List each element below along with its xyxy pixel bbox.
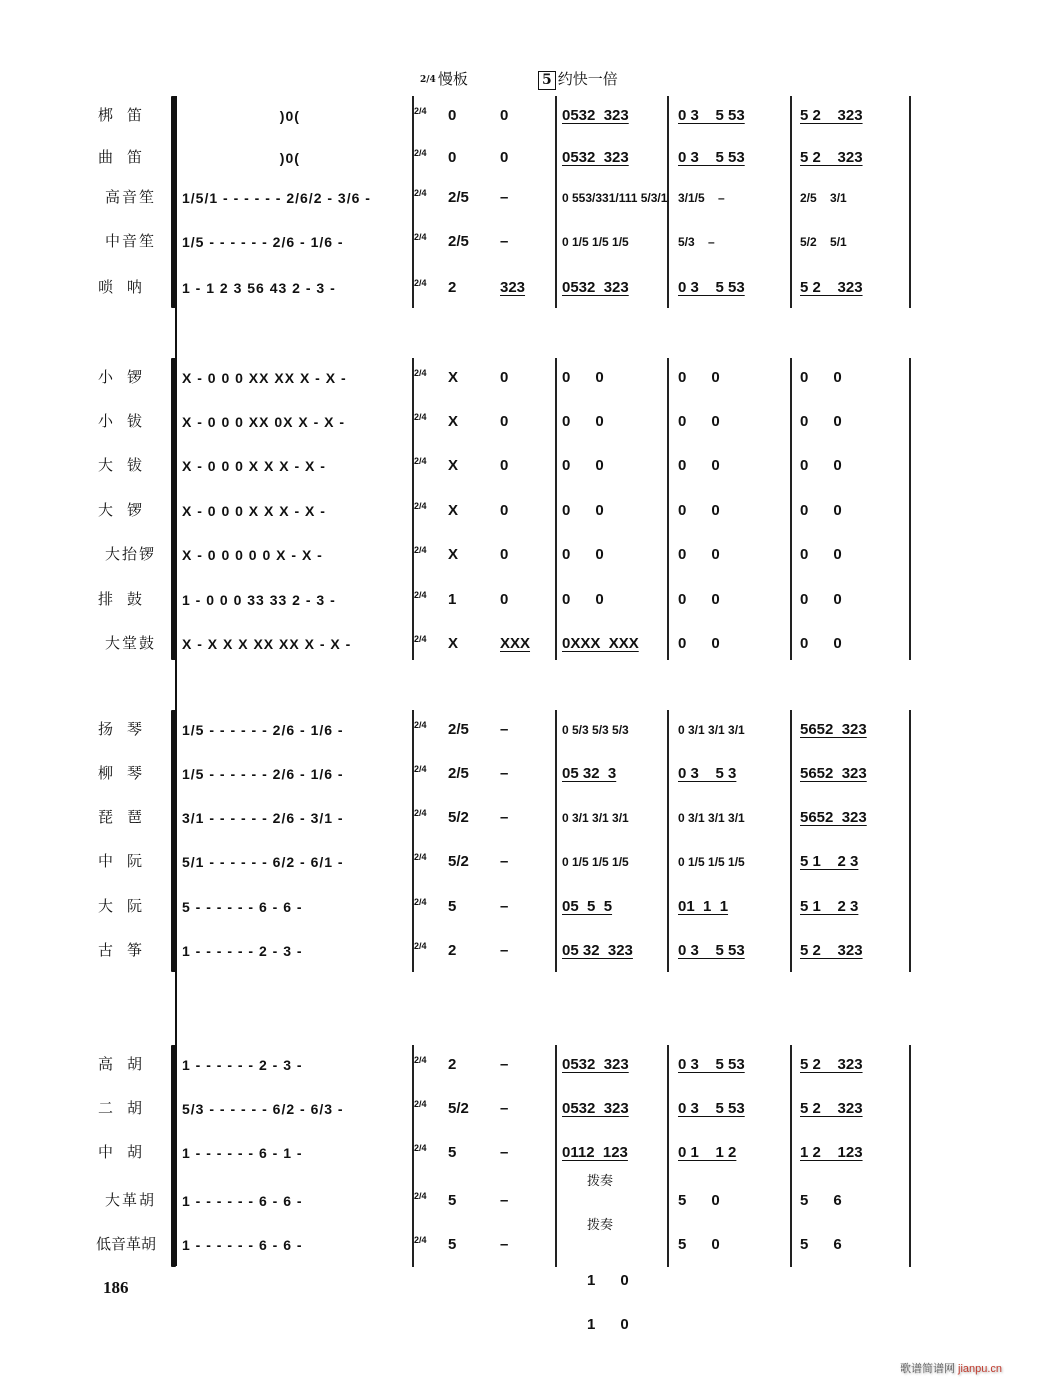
note: 0 [500,546,509,563]
measure-1: 0 0 [562,413,604,430]
measure-3: 0 0 [800,502,842,519]
instrument-label: 大革胡 [104,1191,156,1209]
instrument-label: 排鼓 [97,590,156,608]
instrument-label: 大钹 [97,456,156,474]
note: 5/2 [448,853,469,870]
note: 0 [448,107,457,124]
intro-measure: )0( [182,108,300,124]
measure-3: 5 2 323 [800,107,863,124]
measure-3: 5 2 323 [800,279,863,296]
instrument-label: 唢呐 [97,278,156,296]
note: X [448,502,459,519]
note: – [500,189,509,206]
intro-measure: 1/5 - - - - - - 2/6 - 1/6 - [182,766,344,782]
measure-1: 0 553/331/111 5/3/1 [562,191,668,205]
note: 5 [448,1192,457,1209]
instrument-label: 高音笙 [104,188,156,206]
intro-measure: 1 - - - - - - 2 - 3 - [182,1057,303,1073]
intro-measure: X - 0 0 0 XX XX X - X - [182,370,347,386]
note: X [448,369,459,386]
note: 0 [500,502,509,519]
intro-measure: X - 0 0 0 X X X - X - [182,458,326,474]
instrument-label: 扬琴 [97,720,156,738]
time-signature: 2/4 [414,1055,427,1065]
measure-2: 0 0 [678,457,720,474]
staff-row [0,580,1040,620]
time-signature: 2/4 [414,278,427,288]
intro-measure: 1/5/1 - - - - - - 2/6/2 - 3/6 - [182,190,371,206]
measure-1: 0 5/3 5/3 5/3 [562,723,629,737]
measure-3: 5 6 [800,1192,842,1209]
measure-3: 5 2 323 [800,942,863,959]
staff-row [0,268,1040,308]
note: – [500,765,509,782]
note: 0 [500,149,509,166]
note: XXX [500,635,531,652]
note: – [500,942,509,959]
measure-1: 0532 323 [562,107,629,124]
group-winds [0,96,1040,308]
instrument-label: 大阮 [97,897,156,915]
time-signature: 2/4 [414,232,427,242]
intro-measure: 1/5 - - - - - - 2/6 - 1/6 - [182,234,344,250]
time-signature: 2/4 [414,634,427,644]
instrument-label: 二胡 [97,1099,156,1117]
measure-3: 0 0 [800,546,842,563]
staff-row [0,402,1040,442]
measure-3: 5652 323 [800,809,867,826]
measure-3: 5652 323 [800,721,867,738]
staff-row [0,887,1040,927]
note: 5 [448,1236,457,1253]
staff-row [0,710,1040,750]
measure-2: 0 3 5 53 [678,1100,745,1117]
note: 0 [500,107,509,124]
intro-measure: X - 0 0 0 X X X - X - [182,503,326,519]
staff-row [0,358,1040,398]
time-signature: 2/4 [414,188,427,198]
note: 5/2 [448,1100,469,1117]
measure-1: 0 0 [562,502,604,519]
instrument-label: 中阮 [97,852,156,870]
measure-3: 5 2 323 [800,1056,863,1073]
score-header [0,68,1040,94]
note: – [500,1236,509,1253]
staff-row [0,1089,1040,1129]
instrument-label: 高胡 [97,1055,156,1073]
measure-2: 0 3 5 53 [678,107,745,124]
measure-2: 3/1/5 – [678,191,725,205]
measure-2: 0 0 [678,369,720,386]
watermark-url: jianpu.cn [958,1363,1003,1375]
watermark-text: 歌谱简谱网 [900,1363,955,1375]
staff-row [0,798,1040,838]
measure-2: 0 0 [678,591,720,608]
time-signature: 2/4 [414,1099,427,1109]
note: – [500,721,509,738]
note: 0 [500,457,509,474]
note: 0 [500,413,509,430]
intro-measure: X - 0 0 0 0 0 X - X - [182,547,323,563]
note: X [448,413,459,430]
measure-2: 0 0 [678,502,720,519]
rehearsal-mark: 5 [538,71,556,90]
measure-2: 0 3 5 53 [678,279,745,296]
note: 323 [500,279,526,296]
measure-1: 0532 323 [562,1100,629,1117]
intro-measure: 3/1 - - - - - - 2/6 - 3/1 - [182,810,344,826]
instrument-label: 柳琴 [97,764,156,782]
time-signature: 2/4 [414,897,427,907]
note: – [500,1192,509,1209]
measure-2: 0 0 [678,635,720,652]
intro-measure: 5/3 - - - - - - 6/2 - 6/3 - [182,1101,344,1117]
time-signature: 2/4 [414,148,427,158]
measure-2: 0 1 1 2 [678,1144,737,1161]
instrument-label: 中音笙 [104,232,156,250]
intro-measure: 1/5 - - - - - - 2/6 - 1/6 - [182,722,344,738]
intro-measure: 1 - - - - - - 6 - 1 - [182,1145,303,1161]
time-signature: 2/4 [414,1191,427,1201]
instrument-label: 大锣 [97,501,156,519]
note: 0 [500,369,509,386]
instrument-label: 小钹 [97,412,156,430]
measure-2: 0 3 5 53 [678,149,745,166]
measure-1: 0 0 [562,591,604,608]
page-number: 186 [103,1278,129,1297]
measure-2: 0 3 5 53 [678,1056,745,1073]
measure-2: 0 1/5 1/5 1/5 [678,855,745,869]
measure-1: 05 5 5 [562,898,613,915]
time-signature: 2/4 [414,412,427,422]
note: 2 [448,279,457,296]
staff-row [0,754,1040,794]
staff-row [0,138,1040,178]
instrument-label: 大堂鼓 [104,634,156,652]
measure-3: 0 0 [800,413,842,430]
measure-2: 0 3 5 3 [678,765,737,782]
measure-1: 05 32 323 [562,942,633,959]
note: 2 [448,1056,457,1073]
measure-1: 0 0 [562,457,604,474]
note: 5 [448,898,457,915]
intro-measure: )0( [182,150,300,166]
time-signature: 2/4 [414,456,427,466]
note: 0 [448,149,457,166]
time-signature: 2/4 [414,808,427,818]
time-signature: 2/4 [420,75,436,85]
staff-row [0,842,1040,882]
note: 5/2 [448,809,469,826]
time-signature: 2/4 [414,1235,427,1245]
group-percussion [0,358,1040,660]
note: – [500,853,509,870]
time-signature: 2/4 [414,941,427,951]
staff-row [0,1045,1040,1085]
pizzicato-annotation: 拨奏 [587,1218,614,1233]
note: – [500,898,509,915]
tempo-change-marking [538,68,618,90]
intro-measure: 5 - - - - - - 6 - 6 - [182,899,303,915]
measure-1: 05 32 3 [562,765,617,782]
measure-1: 0 1/5 1/5 1/5 [562,235,629,249]
pizzicato-annotation: 拨奏 [587,1174,614,1189]
time-signature: 2/4 [414,590,427,600]
note: 2/5 [448,765,469,782]
note: – [500,809,509,826]
time-signature: 2/4 [414,852,427,862]
instrument-label: 古筝 [97,941,156,959]
note: 5 [448,1144,457,1161]
intro-measure: 5/1 - - - - - - 6/2 - 6/1 - [182,854,344,870]
note: 0 [500,591,509,608]
measure-3: 0 0 [800,635,842,652]
intro-measure: X - X X X XX XX X - X - [182,636,352,652]
measure-2: 5 0 [678,1192,720,1209]
measure-2: 5/3 – [678,235,715,249]
measure-3: 5 6 [800,1236,842,1253]
staff-row [0,96,1040,136]
measure-1: 0 0 [562,546,604,563]
measure-2: 0 0 [678,413,720,430]
instrument-label: 曲笛 [97,148,156,166]
time-signature: 2/4 [414,1143,427,1153]
measure-3: 0 0 [800,369,842,386]
time-signature: 2/4 [414,106,427,116]
measure-1 [562,1174,666,1289]
watermark [900,1360,1002,1376]
note: X [448,546,459,563]
time-signature: 2/4 [414,368,427,378]
measure-3: 5652 323 [800,765,867,782]
note: 2 [448,942,457,959]
measure-3: 0 0 [800,457,842,474]
group-plucked-strings [0,710,1040,972]
note: 1 [448,591,457,608]
measure-2: 0 3/1 3/1 3/1 [678,811,745,825]
staff-row [0,624,1040,664]
intro-measure: X - 0 0 0 XX 0X X - X - [182,414,346,430]
measure-1: 0 1/5 1/5 1/5 [562,855,629,869]
instrument-label: 琵琶 [97,808,156,826]
measure-3: 5 1 2 3 [800,898,859,915]
measure-notes: 1 0 [587,1272,629,1289]
staff-row [0,446,1040,486]
instrument-label: 大抬锣 [104,545,156,563]
staff-row [0,491,1040,531]
measure-1: 0532 323 [562,279,629,296]
measure-1: 0 3/1 3/1 3/1 [562,811,629,825]
measure-1: 0 0 [562,369,604,386]
measure-1 [562,1218,666,1333]
measure-2: 0 3/1 3/1 3/1 [678,723,745,737]
intro-measure: 1 - - - - - - 6 - 6 - [182,1237,303,1253]
note: – [500,1056,509,1073]
note: – [500,233,509,250]
intro-measure: 1 - - - - - - 6 - 6 - [182,1193,303,1209]
measure-2: 5 0 [678,1236,720,1253]
measure-1: 0112 123 [562,1144,628,1161]
instrument-label: 中胡 [97,1143,156,1161]
staff-row [0,178,1040,218]
measure-3: 5 2 323 [800,149,863,166]
measure-1: 0532 323 [562,1056,629,1073]
instrument-label: 小锣 [97,368,156,386]
time-signature: 2/4 [414,720,427,730]
note: 2/5 [448,189,469,206]
time-signature: 2/4 [414,764,427,774]
staff-row [0,222,1040,262]
measure-notes: 1 0 [587,1316,629,1333]
intro-measure: 1 - - - - - - 2 - 3 - [182,943,303,959]
tempo-marking [420,68,468,89]
measure-1: 0XXX XXX [562,635,639,652]
staff-row [0,535,1040,575]
measure-3: 5/2 5/1 [800,235,847,249]
instrument-label: 低音革胡 [95,1235,156,1253]
note: – [500,1144,509,1161]
measure-3: 0 0 [800,591,842,608]
time-signature: 2/4 [414,545,427,555]
tempo-text: 慢板 [437,70,468,88]
measure-2: 0 0 [678,546,720,563]
time-signature: 2/4 [414,501,427,511]
intro-measure: 1 - 0 0 0 33 33 2 - 3 - [182,592,336,608]
measure-2: 01 1 1 [678,898,729,915]
measure-3: 1 2 123 [800,1144,863,1161]
staff-row [0,1133,1040,1173]
note: 2/5 [448,721,469,738]
measure-2: 0 3 5 53 [678,942,745,959]
tempo-change-text: 约快一倍 [557,70,618,88]
intro-measure: 1 - 1 2 3 56 43 2 - 3 - [182,280,336,296]
note: X [448,457,459,474]
note: X [448,635,459,652]
measure-3: 5 1 2 3 [800,853,859,870]
measure-3: 5 2 323 [800,1100,863,1117]
staff-row [0,931,1040,971]
note: – [500,1100,509,1117]
measure-3: 2/5 3/1 [800,191,847,205]
instrument-label: 梆笛 [97,106,156,124]
note: 2/5 [448,233,469,250]
measure-1: 0532 323 [562,149,629,166]
